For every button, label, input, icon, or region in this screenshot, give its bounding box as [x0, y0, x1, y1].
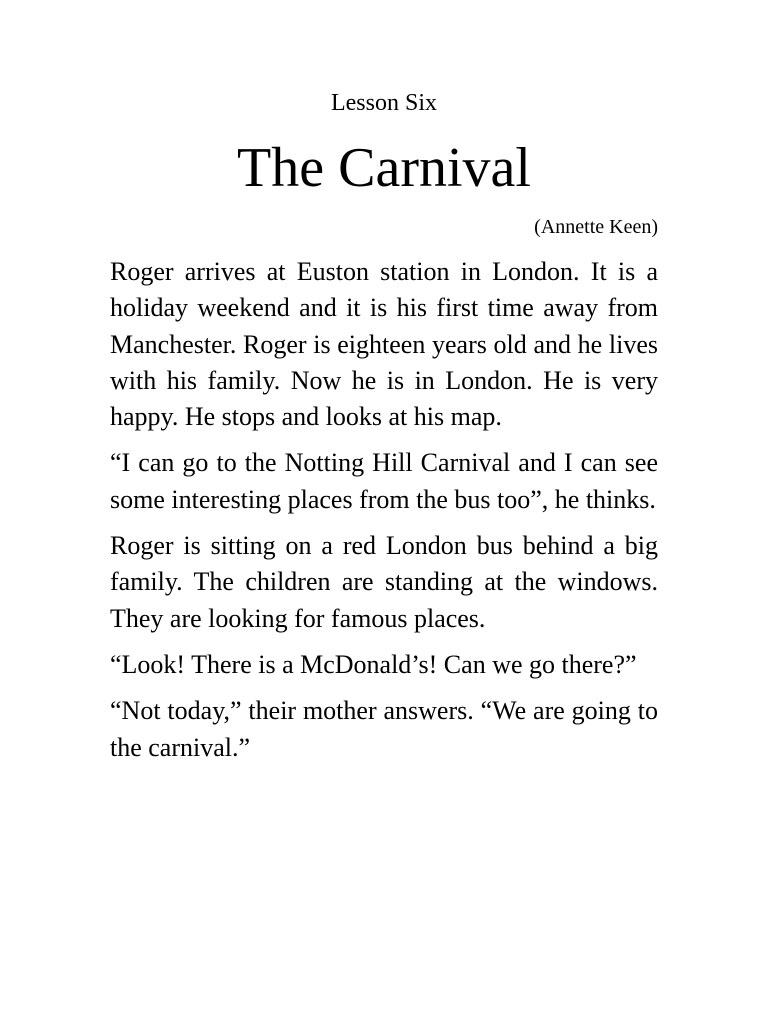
- paragraph-3: Roger is sitting on a red London bus behind a big family. The children are standing at the windows. They are looking for famous places.: [110, 531, 658, 633]
- author-credit: (Annette Keen): [534, 216, 658, 238]
- page-title: The Carnival: [237, 137, 531, 199]
- paragraph-2: “I can go to the Notting Hill Carnival and I can see some interesting places from the bus too”, he thinks.: [110, 448, 658, 514]
- lesson-label: Lesson Six: [330, 90, 437, 116]
- paragraph-5: “Not today,” their mother answers. “We are going to the carnival.”: [110, 696, 658, 762]
- paragraph-4: “Look! There is a McDonald’s! Can we go there?”: [110, 649, 637, 679]
- paragraph-1: Roger arrives at Euston station in London. It is a holiday weekend and it is his first time away from Manchester. Roger is eighteen years old and he lives with his family. Now he is in London. He is very happy. He stops and looks at his map.: [110, 257, 658, 432]
- body-text: [110, 254, 658, 776]
